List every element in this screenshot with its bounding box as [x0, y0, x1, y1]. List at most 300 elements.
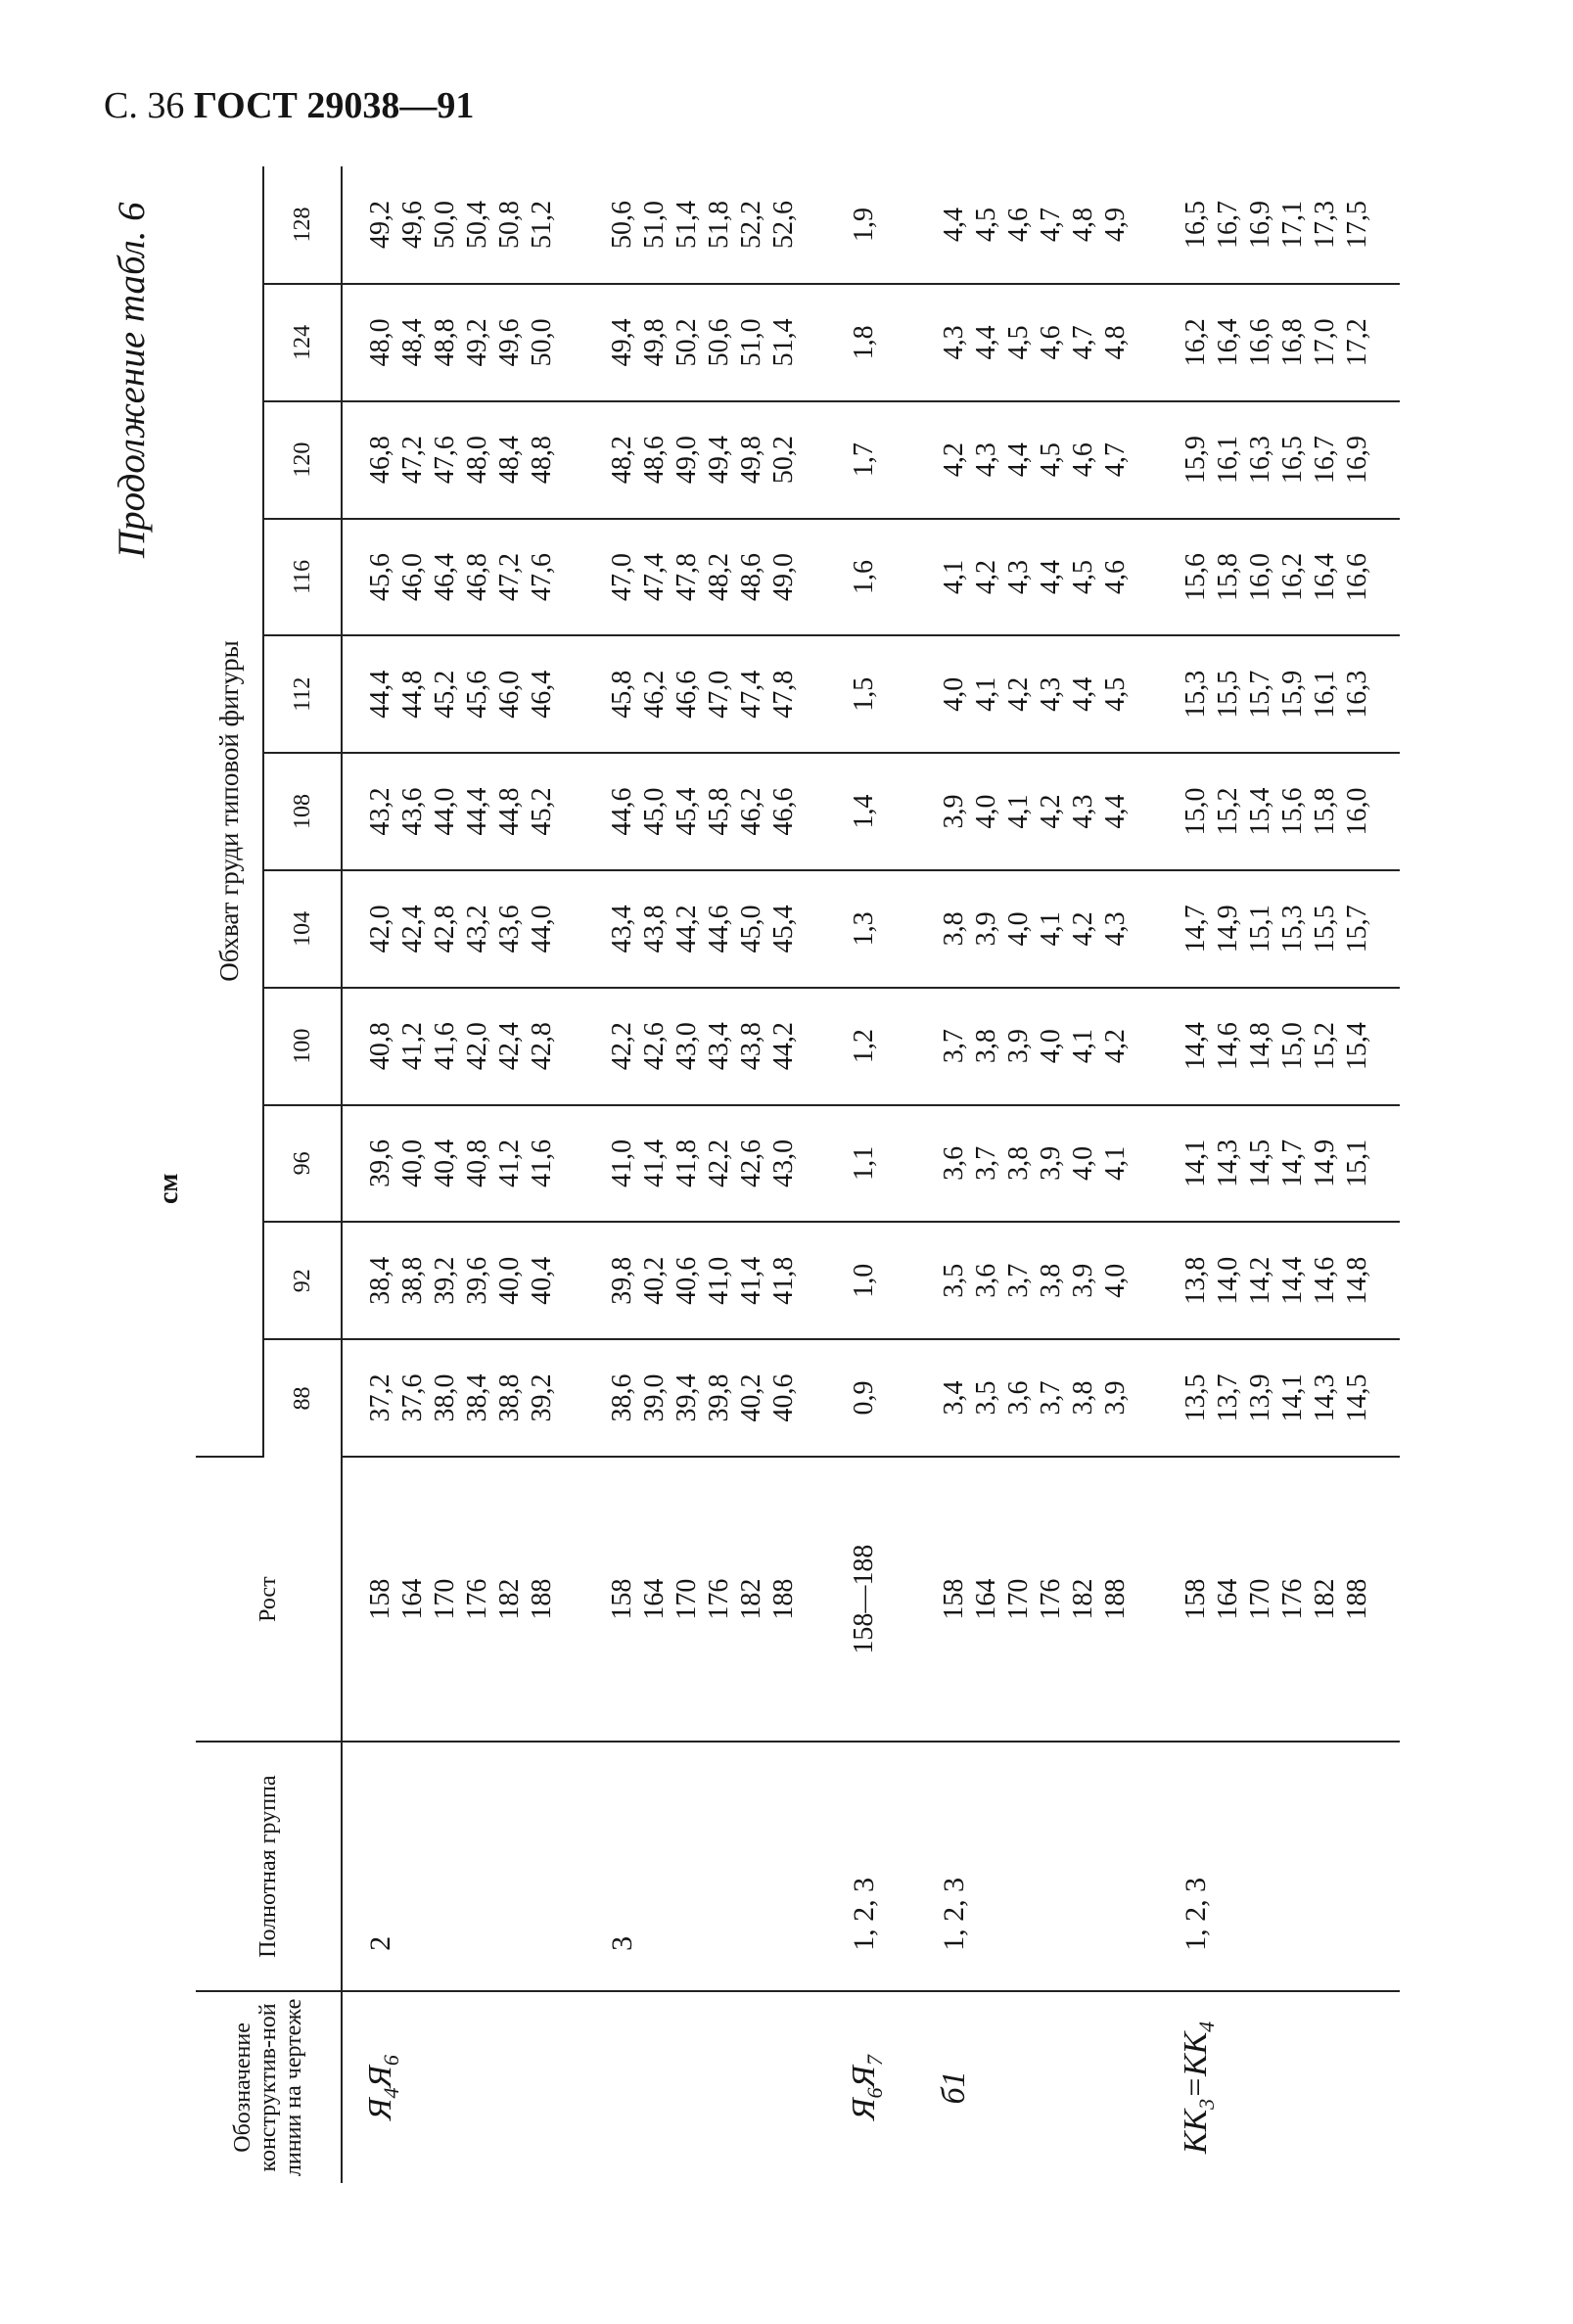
measurement-value: 45,8 [606, 670, 637, 719]
measurement-value: 15,0 [1180, 787, 1211, 836]
value-cell-116 [826, 519, 916, 636]
measurement-value: 16,0 [1342, 787, 1372, 836]
measurement-value: 16,6 [1245, 318, 1275, 367]
measurement-value: 47,8 [767, 670, 799, 719]
measurement-value: 48,4 [397, 318, 428, 367]
measurement-value: 47,0 [606, 552, 637, 601]
measurement-value: 1,2 [848, 1029, 879, 1064]
measurement-value: 48,6 [735, 552, 766, 601]
measurement-value: 40,2 [735, 1373, 766, 1422]
measurement-value: 38,8 [494, 1373, 525, 1422]
measurement-value: 40,4 [527, 1256, 557, 1305]
value-cell-96 [826, 1105, 916, 1223]
measurement-value: 16,9 [1342, 436, 1372, 485]
header-designation: Обозначение конструктив-ной линии на чертеже [196, 1991, 342, 2183]
measurement-value: 4,7 [1100, 442, 1132, 478]
value-cell-120 [584, 401, 826, 519]
measurement-value: 14,3 [1213, 1139, 1243, 1187]
measurement-value: 16,5 [1277, 436, 1308, 485]
row-heights [826, 1457, 916, 1743]
measurement-value: 43,4 [703, 1022, 734, 1071]
measurement-value: 40,4 [430, 1139, 460, 1187]
measurement-value: 3,4 [939, 1380, 970, 1416]
measurement-value: 4,5 [971, 207, 1002, 242]
measurement-value: 4,0 [1100, 1263, 1132, 1298]
measurement-value: 43,4 [606, 905, 637, 953]
measurement-value: 49,0 [767, 552, 799, 601]
measurement-value: 13,9 [1245, 1373, 1275, 1422]
measurement-value: 3,5 [939, 1263, 970, 1298]
measurement-value: 51,4 [671, 200, 702, 249]
measurement-value: 4,1 [971, 676, 1002, 712]
measurement-value: 3,9 [1003, 1029, 1035, 1064]
measurement-value: 4,1 [1036, 911, 1067, 947]
measurement-value: 41,0 [703, 1256, 734, 1305]
measurement-value: 4,4 [1003, 442, 1035, 478]
value-cell-92 [1158, 1222, 1400, 1339]
measurement-value: 46,8 [462, 552, 492, 601]
measurement-value: 46,4 [430, 552, 460, 601]
value-cell-88 [1158, 1339, 1400, 1457]
measurement-value: 1,1 [848, 1145, 879, 1181]
measurement-value: 47,2 [397, 436, 428, 485]
header-size-96: 96 [263, 1105, 342, 1223]
header-size-108: 108 [263, 753, 342, 870]
value-cell-116 [1158, 519, 1400, 636]
measurement-value: 40,2 [638, 1256, 670, 1305]
measurement-value: 49,4 [703, 436, 734, 485]
measurement-value: 15,9 [1180, 436, 1211, 485]
value-cell-120 [826, 401, 916, 519]
measurement-value: 44,0 [527, 905, 557, 953]
header-size-104: 104 [263, 870, 342, 988]
measurement-value: 14,0 [1213, 1256, 1243, 1305]
measurement-value: 48,0 [462, 436, 492, 485]
measurement-value: 3,6 [1003, 1380, 1035, 1416]
row-heights [584, 1457, 826, 1743]
measurement-value: 42,2 [606, 1022, 637, 1071]
measurement-value: 46,2 [638, 670, 670, 719]
measurement-value: 16,6 [1342, 552, 1372, 601]
measurement-value: 4,4 [971, 325, 1002, 360]
measurement-value: 48,6 [638, 436, 670, 485]
value-cell-104 [916, 870, 1158, 988]
value-cell-128 [342, 166, 584, 284]
height-value: 176 [1277, 1578, 1308, 1620]
measurement-value: 40,6 [671, 1256, 702, 1305]
measurement-value: 16,5 [1180, 200, 1211, 249]
measurement-value: 41,0 [606, 1139, 637, 1187]
measurement-value: 51,0 [735, 318, 766, 367]
measurement-value: 50,6 [703, 318, 734, 367]
height-value: 176 [462, 1578, 492, 1620]
units-label: см [154, 1173, 184, 1204]
measurement-value: 47,2 [494, 552, 525, 601]
measurement-value: 48,0 [365, 318, 395, 367]
measurement-value: 17,5 [1342, 200, 1372, 249]
measurement-value: 39,0 [638, 1373, 670, 1422]
measurement-value: 37,6 [397, 1373, 428, 1422]
measurement-value: 4,5 [1100, 676, 1132, 712]
table-row [342, 166, 584, 2183]
measurement-value: 45,4 [671, 787, 702, 836]
measurement-value: 17,3 [1310, 200, 1340, 249]
table-row [1158, 166, 1400, 2183]
measurement-value: 14,7 [1180, 905, 1211, 953]
measurement-value: 4,8 [1100, 325, 1132, 360]
measurement-value: 43,8 [735, 1022, 766, 1071]
measurement-value: 16,9 [1245, 200, 1275, 249]
measurement-value: 4,7 [1068, 325, 1099, 360]
measurement-value: 16,1 [1310, 670, 1340, 719]
table-body [342, 166, 1400, 2183]
measurement-value: 14,8 [1342, 1256, 1372, 1305]
height-value: 164 [638, 1578, 670, 1620]
measurement-value: 16,8 [1277, 318, 1308, 367]
measurement-value: 4,4 [1068, 676, 1099, 712]
header-size-100: 100 [263, 988, 342, 1105]
measurement-value: 15,4 [1342, 1022, 1372, 1071]
measurement-value: 14,5 [1245, 1139, 1275, 1187]
measurement-value: 4,8 [1068, 207, 1099, 242]
value-cell-100 [1158, 988, 1400, 1105]
measurement-value: 3,6 [939, 1145, 970, 1181]
measurement-value: 51,2 [527, 200, 557, 249]
measurement-value: 45,0 [735, 905, 766, 953]
measurement-value: 1,3 [848, 911, 879, 947]
measurement-value: 4,1 [1068, 1029, 1099, 1064]
header-chest-size: Обхват груди типовой фигуры [196, 166, 263, 1457]
measurement-value: 13,7 [1213, 1373, 1243, 1422]
measurement-value: 45,6 [462, 670, 492, 719]
measurement-value: 16,7 [1310, 436, 1340, 485]
measurement-value: 4,7 [1036, 207, 1067, 242]
measurement-value: 48,8 [430, 318, 460, 367]
header-size-92: 92 [263, 1222, 342, 1339]
measurement-value: 44,6 [703, 905, 734, 953]
measurement-value: 49,8 [735, 436, 766, 485]
measurement-value: 40,0 [494, 1256, 525, 1305]
value-cell-108 [342, 753, 584, 870]
measurement-value: 14,4 [1180, 1022, 1211, 1071]
measurement-value: 3,9 [1100, 1380, 1132, 1416]
value-cell-120 [342, 401, 584, 519]
measurement-value: 3,8 [1036, 1263, 1067, 1298]
measurement-value: 47,4 [735, 670, 766, 719]
measurement-value: 47,6 [527, 552, 557, 601]
measurement-value: 42,6 [735, 1139, 766, 1187]
measurement-value: 38,8 [397, 1256, 428, 1305]
row-designation: $Я_4Я_6$ [362, 2055, 403, 2120]
value-cell-124 [916, 284, 1158, 401]
measurement-value: 3,9 [1068, 1263, 1099, 1298]
height-value: 158 [1180, 1578, 1211, 1620]
height-value: 164 [1213, 1578, 1243, 1620]
measurement-value: 40,6 [767, 1373, 799, 1422]
measurement-value: 47,0 [703, 670, 734, 719]
value-cell-116 [584, 519, 826, 636]
measurement-value: 48,2 [606, 436, 637, 485]
measurement-value: 4,5 [1003, 325, 1035, 360]
measurement-value: 39,6 [365, 1139, 395, 1187]
measurements-table [196, 166, 1400, 2183]
measurement-value: 4,3 [1003, 559, 1035, 594]
measurement-value: 4,6 [1003, 207, 1035, 242]
measurement-value: 38,6 [606, 1373, 637, 1422]
height-value: 158 [939, 1578, 970, 1620]
measurement-value: 46,2 [735, 787, 766, 836]
header-height: Рост [196, 1457, 342, 1743]
measurement-value: 4,3 [1068, 794, 1099, 829]
measurement-value: 16,4 [1310, 552, 1340, 601]
value-cell-112 [826, 635, 916, 753]
value-cell-108 [916, 753, 1158, 870]
measurement-value: 41,4 [638, 1139, 670, 1187]
measurement-value: 52,6 [767, 200, 799, 249]
measurement-value: 3,8 [939, 911, 970, 947]
measurement-value: 15,8 [1310, 787, 1340, 836]
measurement-value: 46,6 [671, 670, 702, 719]
measurement-value: 13,8 [1180, 1256, 1211, 1305]
height-value: 182 [1068, 1578, 1099, 1620]
height-value: 170 [671, 1578, 702, 1620]
measurement-value: 14,9 [1310, 1139, 1340, 1187]
measurement-value: 14,9 [1213, 905, 1243, 953]
height-value: 188 [1100, 1578, 1132, 1620]
value-cell-100 [826, 988, 916, 1105]
measurement-value: 1,8 [848, 325, 879, 360]
measurement-value: 4,3 [1100, 911, 1132, 947]
table-row [916, 166, 1158, 2183]
measurement-value: 14,6 [1213, 1022, 1243, 1071]
measurement-value: 38,0 [430, 1373, 460, 1422]
row-heights [916, 1457, 1158, 1743]
measurement-value: 41,8 [767, 1256, 799, 1305]
measurement-value: 49,8 [638, 318, 670, 367]
measurement-value: 48,8 [527, 436, 557, 485]
measurement-value: 40,0 [397, 1139, 428, 1187]
measurement-value: 46,8 [365, 436, 395, 485]
measurement-value: 50,0 [430, 200, 460, 249]
measurement-value: 15,8 [1213, 552, 1243, 601]
measurement-value: 3,9 [939, 794, 970, 829]
row-group: 1, 2, 3 [826, 1742, 916, 1990]
measurement-value: 44,2 [671, 905, 702, 953]
measurement-value: 43,0 [767, 1139, 799, 1187]
measurement-value: 45,6 [365, 552, 395, 601]
value-cell-108 [584, 753, 826, 870]
value-cell-88 [916, 1339, 1158, 1457]
table-row [584, 166, 826, 2183]
header-size-128: 128 [263, 166, 342, 284]
measurement-value: 4,6 [1100, 559, 1132, 594]
measurement-value: 48,2 [703, 552, 734, 601]
height-value: 176 [1036, 1578, 1067, 1620]
measurement-value: 43,6 [494, 905, 525, 953]
measurement-value: 16,2 [1180, 318, 1211, 367]
value-cell-96 [916, 1105, 1158, 1223]
measurement-value: 3,7 [939, 1029, 970, 1064]
value-cell-116 [342, 519, 584, 636]
measurement-value: 39,2 [527, 1373, 557, 1422]
row-heights [342, 1457, 584, 1743]
measurement-value: 14,2 [1245, 1256, 1275, 1305]
header-size-112: 112 [263, 635, 342, 753]
measurement-value: 4,5 [1036, 442, 1067, 478]
height-value: 158—188 [848, 1544, 879, 1654]
value-cell-92 [916, 1222, 1158, 1339]
measurement-value: 45,4 [767, 905, 799, 953]
measurement-value: 39,8 [606, 1256, 637, 1305]
measurement-value: 4,2 [1036, 794, 1067, 829]
measurement-value: 38,4 [462, 1373, 492, 1422]
measurement-value: 42,2 [703, 1139, 734, 1187]
row-designation: $Я_6Я_7$ [845, 2055, 887, 2120]
measurement-value: 4,2 [1100, 1029, 1132, 1064]
value-cell-100 [584, 988, 826, 1105]
measurement-value: 15,7 [1245, 670, 1275, 719]
measurement-value: 3,8 [1003, 1145, 1035, 1181]
header-row-top [196, 166, 263, 2183]
measurement-value: 3,8 [1068, 1380, 1099, 1416]
measurement-value: 14,7 [1277, 1139, 1308, 1187]
measurement-value: 15,0 [1277, 1022, 1308, 1071]
row-group: 2 [342, 1742, 584, 1990]
measurement-value: 4,2 [971, 559, 1002, 594]
measurement-value: 4,2 [1003, 676, 1035, 712]
value-cell-104 [342, 870, 584, 988]
measurement-value: 14,4 [1277, 1256, 1308, 1305]
value-cell-112 [1158, 635, 1400, 753]
measurement-value: 16,3 [1342, 670, 1372, 719]
measurement-value: 17,2 [1342, 318, 1372, 367]
header-size-124: 124 [263, 284, 342, 401]
measurement-value: 51,0 [638, 200, 670, 249]
header-size-116: 116 [263, 519, 342, 636]
measurement-value: 41,2 [397, 1022, 428, 1071]
measurement-value: 4,2 [939, 442, 970, 478]
measurement-value: 15,1 [1342, 1139, 1372, 1187]
measurement-value: 42,8 [430, 905, 460, 953]
measurement-value: 15,3 [1277, 905, 1308, 953]
row-heights [1158, 1457, 1400, 1743]
measurement-value: 0,9 [848, 1380, 879, 1416]
measurement-value: 43,8 [638, 905, 670, 953]
measurement-value: 45,0 [638, 787, 670, 836]
measurement-value: 45,2 [527, 787, 557, 836]
measurement-value: 4,9 [1100, 207, 1132, 242]
measurement-value: 48,4 [494, 436, 525, 485]
value-cell-124 [584, 284, 826, 401]
measurement-value: 39,2 [430, 1256, 460, 1305]
value-cell-88 [826, 1339, 916, 1457]
measurement-value: 41,8 [671, 1139, 702, 1187]
value-cell-92 [826, 1222, 916, 1339]
measurement-value: 46,6 [767, 787, 799, 836]
value-cell-96 [584, 1105, 826, 1223]
measurement-value: 50,4 [462, 200, 492, 249]
value-cell-92 [584, 1222, 826, 1339]
measurement-value: 49,0 [671, 436, 702, 485]
value-cell-112 [342, 635, 584, 753]
measurement-value: 14,8 [1245, 1022, 1275, 1071]
row-designation: б1 [936, 2070, 973, 2105]
measurement-value: 16,2 [1277, 552, 1308, 601]
height-value: 170 [1003, 1578, 1035, 1620]
row-group: 3 [584, 1742, 826, 1990]
table-continuation-label: Продолжение табл. 6 [111, 202, 153, 558]
measurement-value: 4,4 [1100, 794, 1132, 829]
value-cell-104 [826, 870, 916, 988]
measurement-value: 4,6 [1036, 325, 1067, 360]
value-cell-128 [826, 166, 916, 284]
measurement-value: 16,4 [1213, 318, 1243, 367]
value-cell-92 [342, 1222, 584, 1339]
height-value: 170 [1245, 1578, 1275, 1620]
value-cell-96 [1158, 1105, 1400, 1223]
page-header [104, 84, 474, 127]
measurement-value: 3,9 [971, 911, 1002, 947]
measurement-value: 4,5 [1068, 559, 1099, 594]
measurement-value: 15,1 [1245, 905, 1275, 953]
measurement-value: 44,4 [462, 787, 492, 836]
height-value: 158 [606, 1578, 637, 1620]
measurement-value: 4,0 [939, 676, 970, 712]
height-value: 182 [494, 1578, 525, 1620]
measurement-value: 15,2 [1213, 787, 1243, 836]
measurement-value: 49,2 [462, 318, 492, 367]
measurement-value: 42,0 [365, 905, 395, 953]
measurement-value: 3,7 [971, 1145, 1002, 1181]
measurement-value: 15,6 [1277, 787, 1308, 836]
measurement-value: 49,4 [606, 318, 637, 367]
measurement-value: 14,1 [1180, 1139, 1211, 1187]
value-cell-96 [342, 1105, 584, 1223]
measurement-value: 4,3 [939, 325, 970, 360]
measurement-value: 52,2 [735, 200, 766, 249]
measurement-value: 3,8 [971, 1029, 1002, 1064]
measurement-value: 4,0 [971, 794, 1002, 829]
measurement-value: 43,6 [397, 787, 428, 836]
measurement-value: 43,2 [462, 905, 492, 953]
measurement-value: 4,2 [1068, 911, 1099, 947]
measurement-value: 41,6 [527, 1139, 557, 1187]
measurement-value: 14,6 [1310, 1256, 1340, 1305]
measurement-value: 41,6 [430, 1022, 460, 1071]
value-cell-124 [826, 284, 916, 401]
measurement-value: 4,3 [1036, 676, 1067, 712]
measurement-value: 3,9 [1036, 1145, 1067, 1181]
measurement-value: 39,6 [462, 1256, 492, 1305]
measurement-value: 4,0 [1036, 1029, 1067, 1064]
value-cell-112 [916, 635, 1158, 753]
height-value: 176 [703, 1578, 734, 1620]
measurement-value: 50,2 [767, 436, 799, 485]
measurement-value: 49,6 [397, 200, 428, 249]
height-value: 158 [365, 1578, 395, 1620]
measurement-value: 1,7 [848, 442, 879, 478]
height-value: 164 [397, 1578, 428, 1620]
measurement-value: 15,7 [1342, 905, 1372, 953]
measurement-value: 3,5 [971, 1380, 1002, 1416]
measurement-value: 39,8 [703, 1373, 734, 1422]
measurement-value: 44,6 [606, 787, 637, 836]
measurement-value: 16,3 [1245, 436, 1275, 485]
measurement-value: 3,7 [1003, 1263, 1035, 1298]
row-group: 1, 2, 3 [1158, 1742, 1400, 1990]
value-cell-128 [916, 166, 1158, 284]
measurement-value: 49,6 [494, 318, 525, 367]
